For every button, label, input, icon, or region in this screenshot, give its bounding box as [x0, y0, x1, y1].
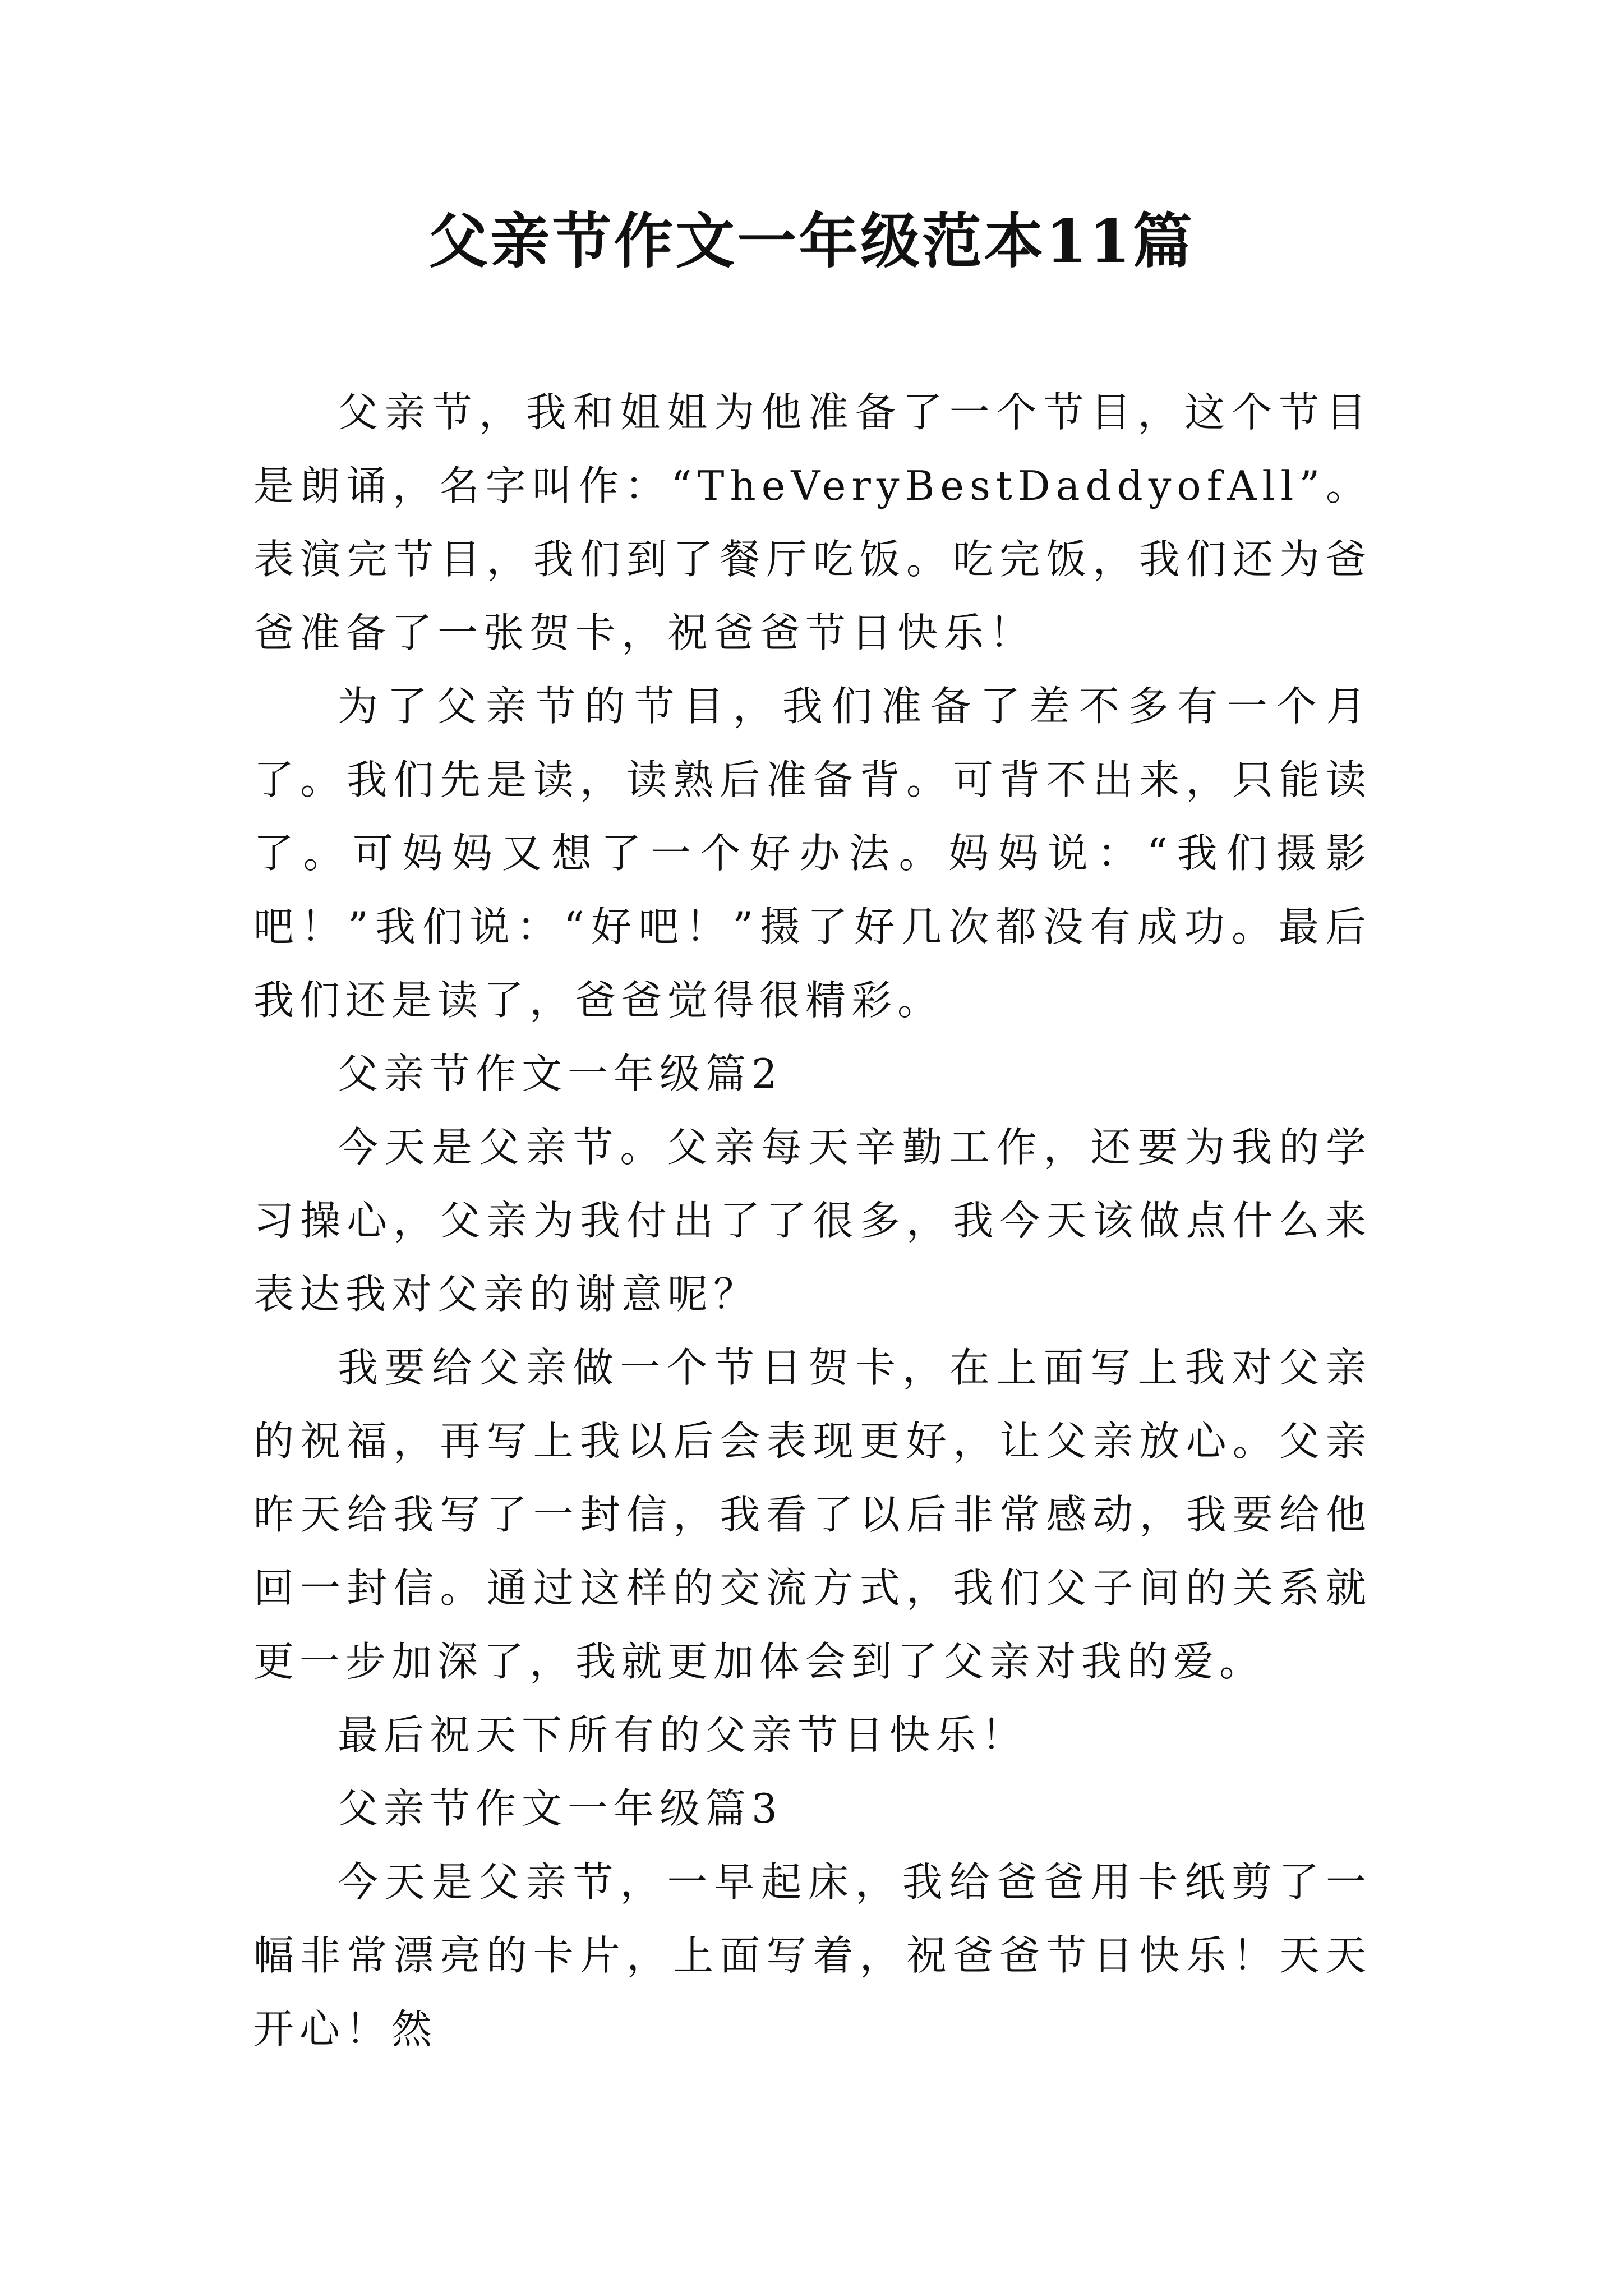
paragraph-1: 父亲节，我和姐姐为他准备了一个节目，这个节目是朗诵，名字叫作：“TheVeryBestDaddyofAll”。表演完节目，我们到了餐厅吃饭。吃完饭，我们还为爸爸准备了一张贺卡，祝爸爸节日快乐！ [253, 389, 1372, 656]
paragraph-3: 今天是父亲节。父亲每天辛勤工作，还要为我的学习操心，父亲为我付出了了很多，我今天该做点什么来表达我对父亲的谢意呢？ [253, 1124, 1372, 1318]
section-heading-2: 父亲节作文一年级篇2 [338, 1050, 783, 1097]
document-body [253, 376, 1372, 2066]
document-title: 父亲节作文一年级范本11篇 [428, 206, 1195, 276]
paragraph-5: 最后祝天下所有的父亲节日快乐！ [338, 1711, 1028, 1759]
paragraph-6: 今天是父亲节，一早起床，我给爸爸用卡纸剪了一幅非常漂亮的卡片，上面写着，祝爸爸节日快乐！天天开心！然 [253, 1858, 1372, 2053]
paragraph-4: 我要给父亲做一个节日贺卡，在上面写上我对父亲的祝福，再写上我以后会表现更好，让父亲放心。父亲昨天给我写了一封信，我看了以后非常感动，我要给他回一封信。通过这样的交流方式，我们父子间的关系就更一步加深了，我就更加体会到了父亲对我的爱。 [253, 1344, 1372, 1685]
paragraph-2: 为了父亲节的节目，我们准备了差不多有一个月了。我们先是读，读熟后准备背。可背不出来，只能读了。可妈妈又想了一个好办法。妈妈说：“我们摄影吧！”我们说：“好吧！”摄了好几次都没有成功。最后我们还是读了，爸爸觉得很精彩。 [253, 683, 1372, 1024]
section-heading-3: 父亲节作文一年级篇3 [338, 1785, 783, 1832]
